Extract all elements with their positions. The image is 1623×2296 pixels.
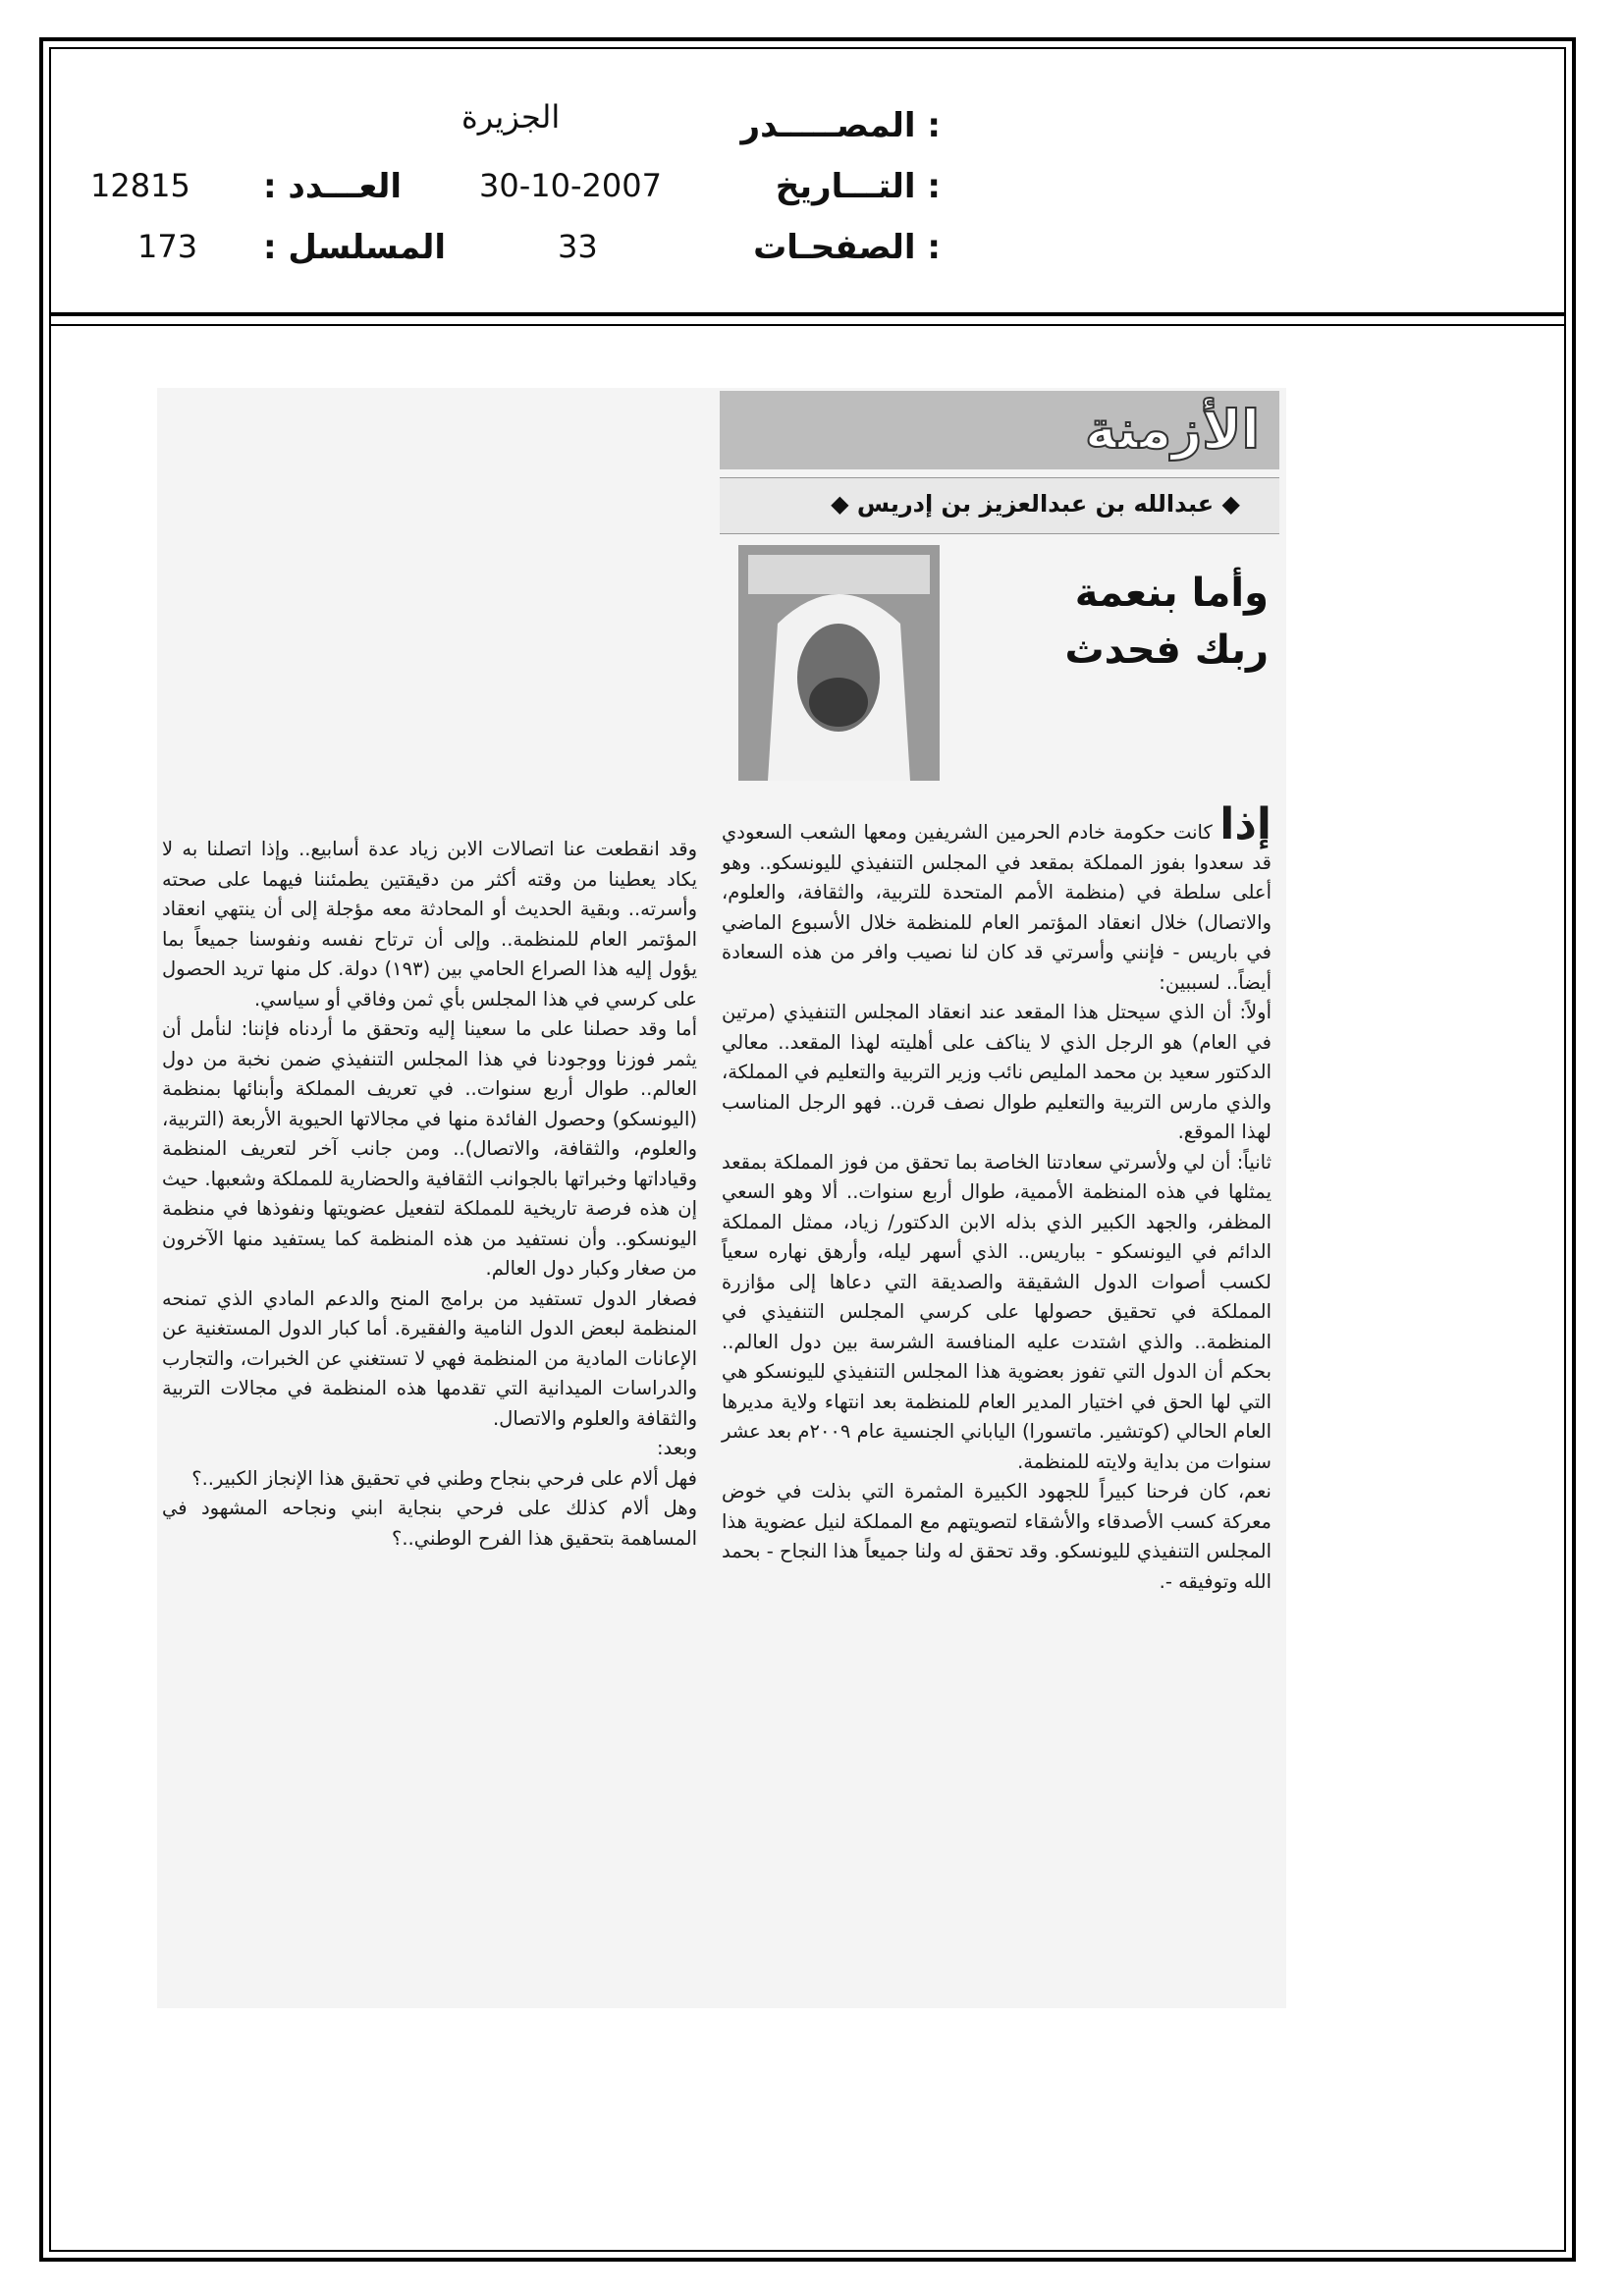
- issue-value: 12815: [90, 167, 190, 204]
- paragraph: نعم، كان فرحنا كبيراً للجهود الكبيرة المثمرة التي بذلت في خوض معركة كسب الأصدقاء والأشقاء لتصويتهم مع المملكة لنيل عضوية هذا المجلس التنفيذي لليونسكو. وقد تحقق له ولنا جميعاً هذا النجاح - بحمد الله وتوفيقه -.: [722, 1480, 1271, 1593]
- article-subtitle: [945, 565, 1269, 679]
- article-left-column: [162, 835, 697, 1974]
- date-label: التـــاريخ :: [775, 167, 941, 206]
- paragraph: أما وقد حصلنا على ما سعينا إليه وتحقق ما أردناه فإننا: لنأمل أن يثمر فوزنا ووجودنا في هذا المجلس التنفيذي ضمن نخبة من دول العالم.. طوال أربع سنوات.. في تعريف المملكة وأبنائها بمنظمة (اليونسكو) وحصول الفائدة منها في مجالاتها الحيوية الأربعة (التربية، والعلوم، والثقافة، والاتصال).. ومن جانب آخر لتعريف المنظمة وقياداتها وخبراتها بالجوانب الثقافية والحضارية للمملكة وشعبها. حيث إن هذه فرصة تاريخية للمملكة لتفعيل عضويتها ونفوذها في منظمة اليونسكو.. وأن نستفيد من هذه المنظمة كما يستفيد منها الآخرون من صغار وكبار دول العالم.: [162, 1017, 697, 1280]
- author-name: ◆ عبدالله بن عبدالعزيز بن إدريس ◆: [831, 490, 1240, 518]
- paragraph: وبعد:: [656, 1437, 697, 1459]
- portrait-image: [738, 545, 940, 781]
- paragraph: فصغار الدول تستفيد من برامج المنح والدعم المادي الذي تمنحه المنظمة لبعض الدول النامية والفقيرة. أما كبار الدول المستغنية عن الإعانات المادية من المنظمة فهي لا تستغني عن الخبرات، والتجارب والدراسات الميدانية التي تقدمها هذه المنظمة في مجالات التربية والثقافة والعلوم والاتصال.: [162, 1286, 697, 1430]
- subtitle-line-2: ربك فحدث: [1064, 628, 1269, 673]
- serial-value: 173: [137, 228, 198, 265]
- header-divider-thin: [49, 324, 1566, 326]
- paragraph: فهل ألام على فرحي بنجاح وطني في تحقيق هذا الإنجاز الكبير..؟: [191, 1466, 697, 1490]
- paragraph: ثانياً: أن لي ولأسرتي سعادتنا الخاصة بما تحقق من فوز المملكة بمقعد يمثلها في هذه المنظمة الأممية، طوال أربع سنوات.. ألا وهو السعي المظفر، والجهد الكبير الذي بذله الابن الدكتور/ زياد، ممثل المملكة الدائم في اليونسكو - بباريس.. الذي أسهر ليله، وأرهق نهاره سعياً لكسب أصوات الدول الشقيقة والصديقة التي دعاها إلى مؤازرة المملكة في تحقيق حصولها على كرسي المجلس التنفيذي في المنظمة.. والذي اشتدت عليه المنافسة الشرسة بين دول العالم.. بحكم أن الدول التي تفوز بعضوية هذا المجلس التنفيذي لليونسكو هي التي لها الحق في اختيار المدير العام للمنظمة بعد انتهاء ولاية مديرها العام الحالي (كوتشير. ماتسورا) الياباني الجنسية عام ٢٠٠٩م بعد عشر سنوات من بداية ولايته للمنظمة.: [722, 1150, 1271, 1473]
- paragraph-text: كانت حكومة خادم الحرمين الشريفين ومعها الشعب السعودي قد سعدوا بفوز المملكة بمقعد في المجلس التنفيذي لليونسكو.. وهو أعلى سلطة في (منظمة الأمم المتحدة للتربية، والثقافة، والعلوم، والاتصال) خلال انعقاد المؤتمر العام للمنظمة خلال الأسبوع الماضي في باريس - فإنني وأسرتي قد كان لنا نصيب وافر من هذه السعادة أيضاً.. لسببين:: [722, 821, 1271, 994]
- paragraph: وقد انقطعت عنا اتصالات الابن زياد عدة أسابيع.. وإذا اتصلنا به لا يكاد يعطينا من وقته أكثر من دقيقتين يطمئننا فيهما على صحته وأسرته.. وبقية الحديث أو المحادثة معه مؤجلة إلى أن ينتهي انعقاد المؤتمر العام للمنظمة.. وإلى أن ترتاح نفسه ونفوسنا جميعاً بما يؤول إليه هذا الصراع الحامي بين (١٩٣) دولة. كل منها تريد الحصول على كرسي في هذا المجلس بأي ثمن وفاقي أو سياسي.: [162, 838, 697, 1011]
- subtitle-line-1: وأما بنعمة: [1074, 571, 1269, 616]
- header-divider: [49, 312, 1566, 316]
- pages-label: الصفحـات :: [753, 228, 941, 267]
- source-label: المصـــــدر :: [740, 106, 941, 145]
- issue-label: العـــدد :: [263, 167, 402, 206]
- article-right-column: [722, 799, 1272, 1989]
- dropcap-word: إذا: [1219, 799, 1272, 849]
- date-value: 30-10-2007: [479, 167, 662, 204]
- column-name: الأزمنة: [1084, 399, 1260, 461]
- paragraph: أولاً: أن الذي سيحتل هذا المقعد عند انعقاد المجلس التنفيذي (مرتين في العام) هو الرجل الذي لا يناكف على أهليته لهذا المقعد.. معالي الدكتور سعيد بن محمد المليص نائب وزير التربية والتعليم في المملكة، والذي مارس التربية والتعليم طوال نصف قرن.. فهو الرجل المناسب لهذا الموقع.: [722, 1001, 1271, 1143]
- pages-value: 33: [558, 228, 598, 265]
- paragraph: [722, 799, 1272, 998]
- author-bar: [720, 477, 1279, 534]
- serial-label: المسلسل :: [263, 228, 447, 267]
- author-photo: [738, 545, 940, 781]
- source-value: الجزيرة: [461, 98, 561, 136]
- column-banner: [720, 391, 1279, 469]
- paragraph: وهل ألام كذلك على فرحي بنجاية ابني ونجاحه المشهود في المساهمة بتحقيق هذا الفرح الوطني..؟: [162, 1497, 697, 1550]
